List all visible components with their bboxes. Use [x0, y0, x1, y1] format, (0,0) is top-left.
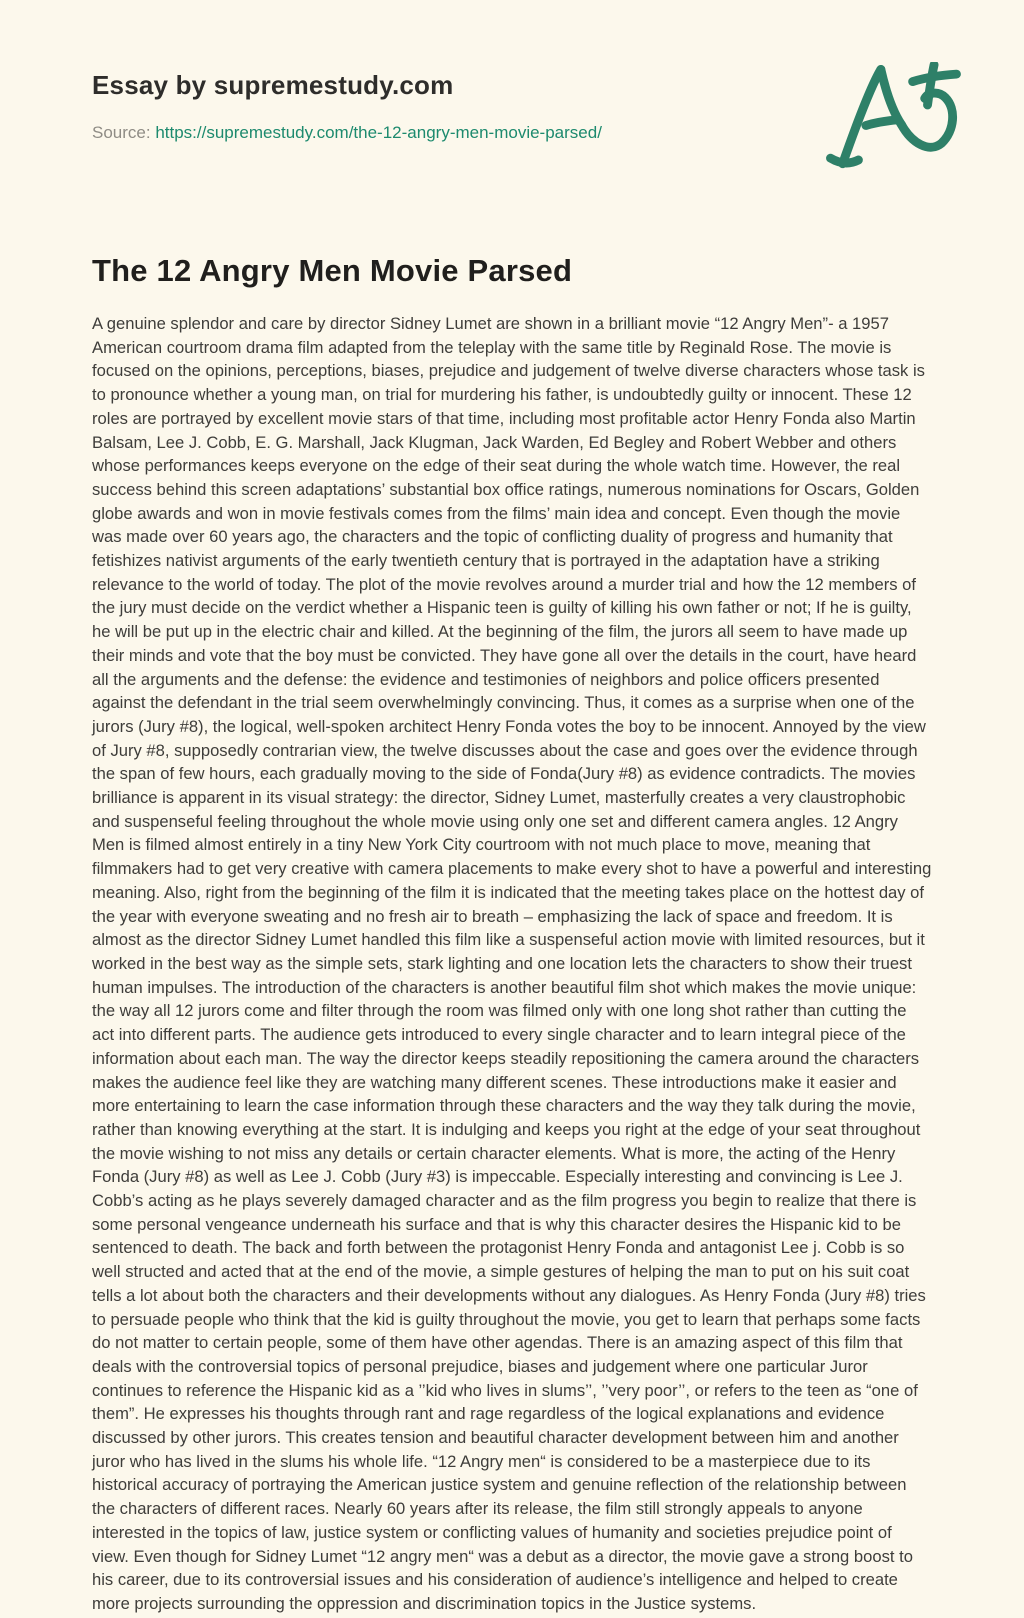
article-title: The 12 Angry Men Movie Parsed: [92, 253, 573, 288]
source-line: [92, 123, 932, 143]
page-header: [92, 70, 932, 143]
a-plus-logo: [822, 62, 964, 174]
source-link[interactable]: https://supremestudy.com/the-12-angry-men-movie-parsed/: [155, 123, 602, 142]
article-body-text: A genuine splendor and care by director Sidney Lumet are shown in a brilliant movie “12 Angry Men”- a 1957 American courtroom drama film adapted from the teleplay with the same title by Reginald Rose. The movie is focused on the opinions, perceptions, biases, prejudice and judgement of twelve diverse characters whose task is to pronounce whether a young man, on trial for murdering his father, is undoubtedly guilty or innocent. These 12 roles are portrayed by excellent movie stars of that time, including most profitable actor Henry Fonda also Martin Balsam, Lee J. Cobb, E. G. Marshall, Jack Klugman, Jack Warden, Ed Begley and Robert Webber and others whose performances keeps everyone on the edge of their seat during the whole watch time. However, the real success behind this screen adaptations’ substantial box office ratings, numerous nominations for Oscars, Golden globe awards and won in movie festivals comes from the films’ main idea and concept. Even though the movie was made over 60 years ago, the characters and the topic of conflicting duality of progress and humanity that fetishizes nativist arguments of the early twentieth century that is portrayed in the adaptation have a striking relevance to the world of today. The plot of the movie revolves around a murder trial and how the 12 members of the jury must decide on the verdict whether a Hispanic teen is guilty of killing his own father or not; If he is guilty, he will be put up in the electric chair and killed. At the beginning of the film, the jurors all seem to have made up their minds and vote that the boy must be convicted. They have gone all over the details in the court, have heard all the arguments and the defense: the evidence and testimonies of neighbors and police officers presented against the defendant in the trial seem overwhelmingly convincing. Thus, it comes as a surprise when one of the jurors (Jury #8), the logical, well-spoken architect Henry Fonda votes the boy to be innocent. Annoyed by the view of Jury #8, supposedly contrarian view, the twelve discusses about the case and goes over the evidence through the span of few hours, each gradually moving to the side of Fonda(Jury #8) as evidence contradicts. The movies brilliance is apparent in its visual strategy: the director, Sidney Lumet, masterfully creates a very claustrophobic and suspenseful feeling throughout the whole movie using only one set and different camera angles. 12 Angry Men is filmed almost entirely in a tiny New York City courtroom with not much place to move, meaning that filmmakers had to get very creative with camera placements to make every shot to have a powerful and interesting meaning. Also, right from the beginning of the film it is indicated that the meeting takes place on the hottest day of the year with everyone sweating and no fresh air to breath – emphasizing the lack of space and freedom. It is almost as the director Sidney Lumet handled this film like a suspenseful action movie with limited resources, but it worked in the best way as the simple sets, stark lighting and one location lets the characters to show their truest human impulses. The introduction of the characters is another beautiful film shot which makes the movie unique: the way all 12 jurors come and filter through the room was filmed only with one long shot rather than cutting the act into different parts. The audience gets introduced to every single character and to learn integral piece of the information about each man. The way the director keeps steadily repositioning the camera around the characters makes the audience feel like they are watching many different scenes. These introductions make it easier and more entertaining to learn the case information through these characters and the way they talk during the movie, rather than knowing everything at the start. It is indulging and keeps you right at the edge of your seat throughout the movie wishing to not miss any details or certain character elements. What is more, the acting of the Henry Fonda (Jury #8) as well as Lee J. Cobb (Jury #3) is impeccable. Especially interesting and convincing is Lee J. Cobb’s acting as he plays severely damaged character and as the film progress you begin to realize that there is some personal vengeance underneath his surface and that is why this character desires the Hispanic kid to be sentenced to death. The back and forth between the protagonist Henry Fonda and antagonist Lee j. Cobb is so well structed and acted that at the end of the movie, a simple gestures of helping the man to put on his suit coat tells a lot about both the characters and their developments without any dialogues. As Henry Fonda (Jury #8) tries to persuade people who think that the kid is guilty throughout the movie, you get to learn that perhaps some facts do not matter to certain people, some of them have other agendas. There is an amazing aspect of this film that deals with the controversial topics of personal prejudice, biases and judgement where one particular Juror continues to reference the Hispanic kid as a ’’kid who lives in slums’’, ’’very poor’’, or refers to the teen as “one of them”. He expresses his thoughts through rant and rage regardless of the logical explanations and evidence discussed by other jurors. This creates tension and beautiful character development between him and another juror who has lived in the slums his whole life. “12 Angry men“ is considered to be a masterpiece due to its historical accuracy of portraying the American justice system and genuine reflection of the relationship between the characters of different races. Nearly 60 years after its release, the film still strongly appeals to anyone interested in the topics of law, justice system or conflicting values of humanity and societies prejudice point of view. Even though for Sidney Lumet “12 angry men“ was a debut as a director, the movie gave a strong boost to his career, due to its controversial issues and his consideration of audience’s intelligence and helped to create more projects surrounding the oppression and discrimination topics in the Justice systems.: [92, 314, 932, 1613]
source-label: Source:: [92, 123, 151, 142]
essay-byline: Essay by supremestudy.com: [92, 70, 454, 100]
